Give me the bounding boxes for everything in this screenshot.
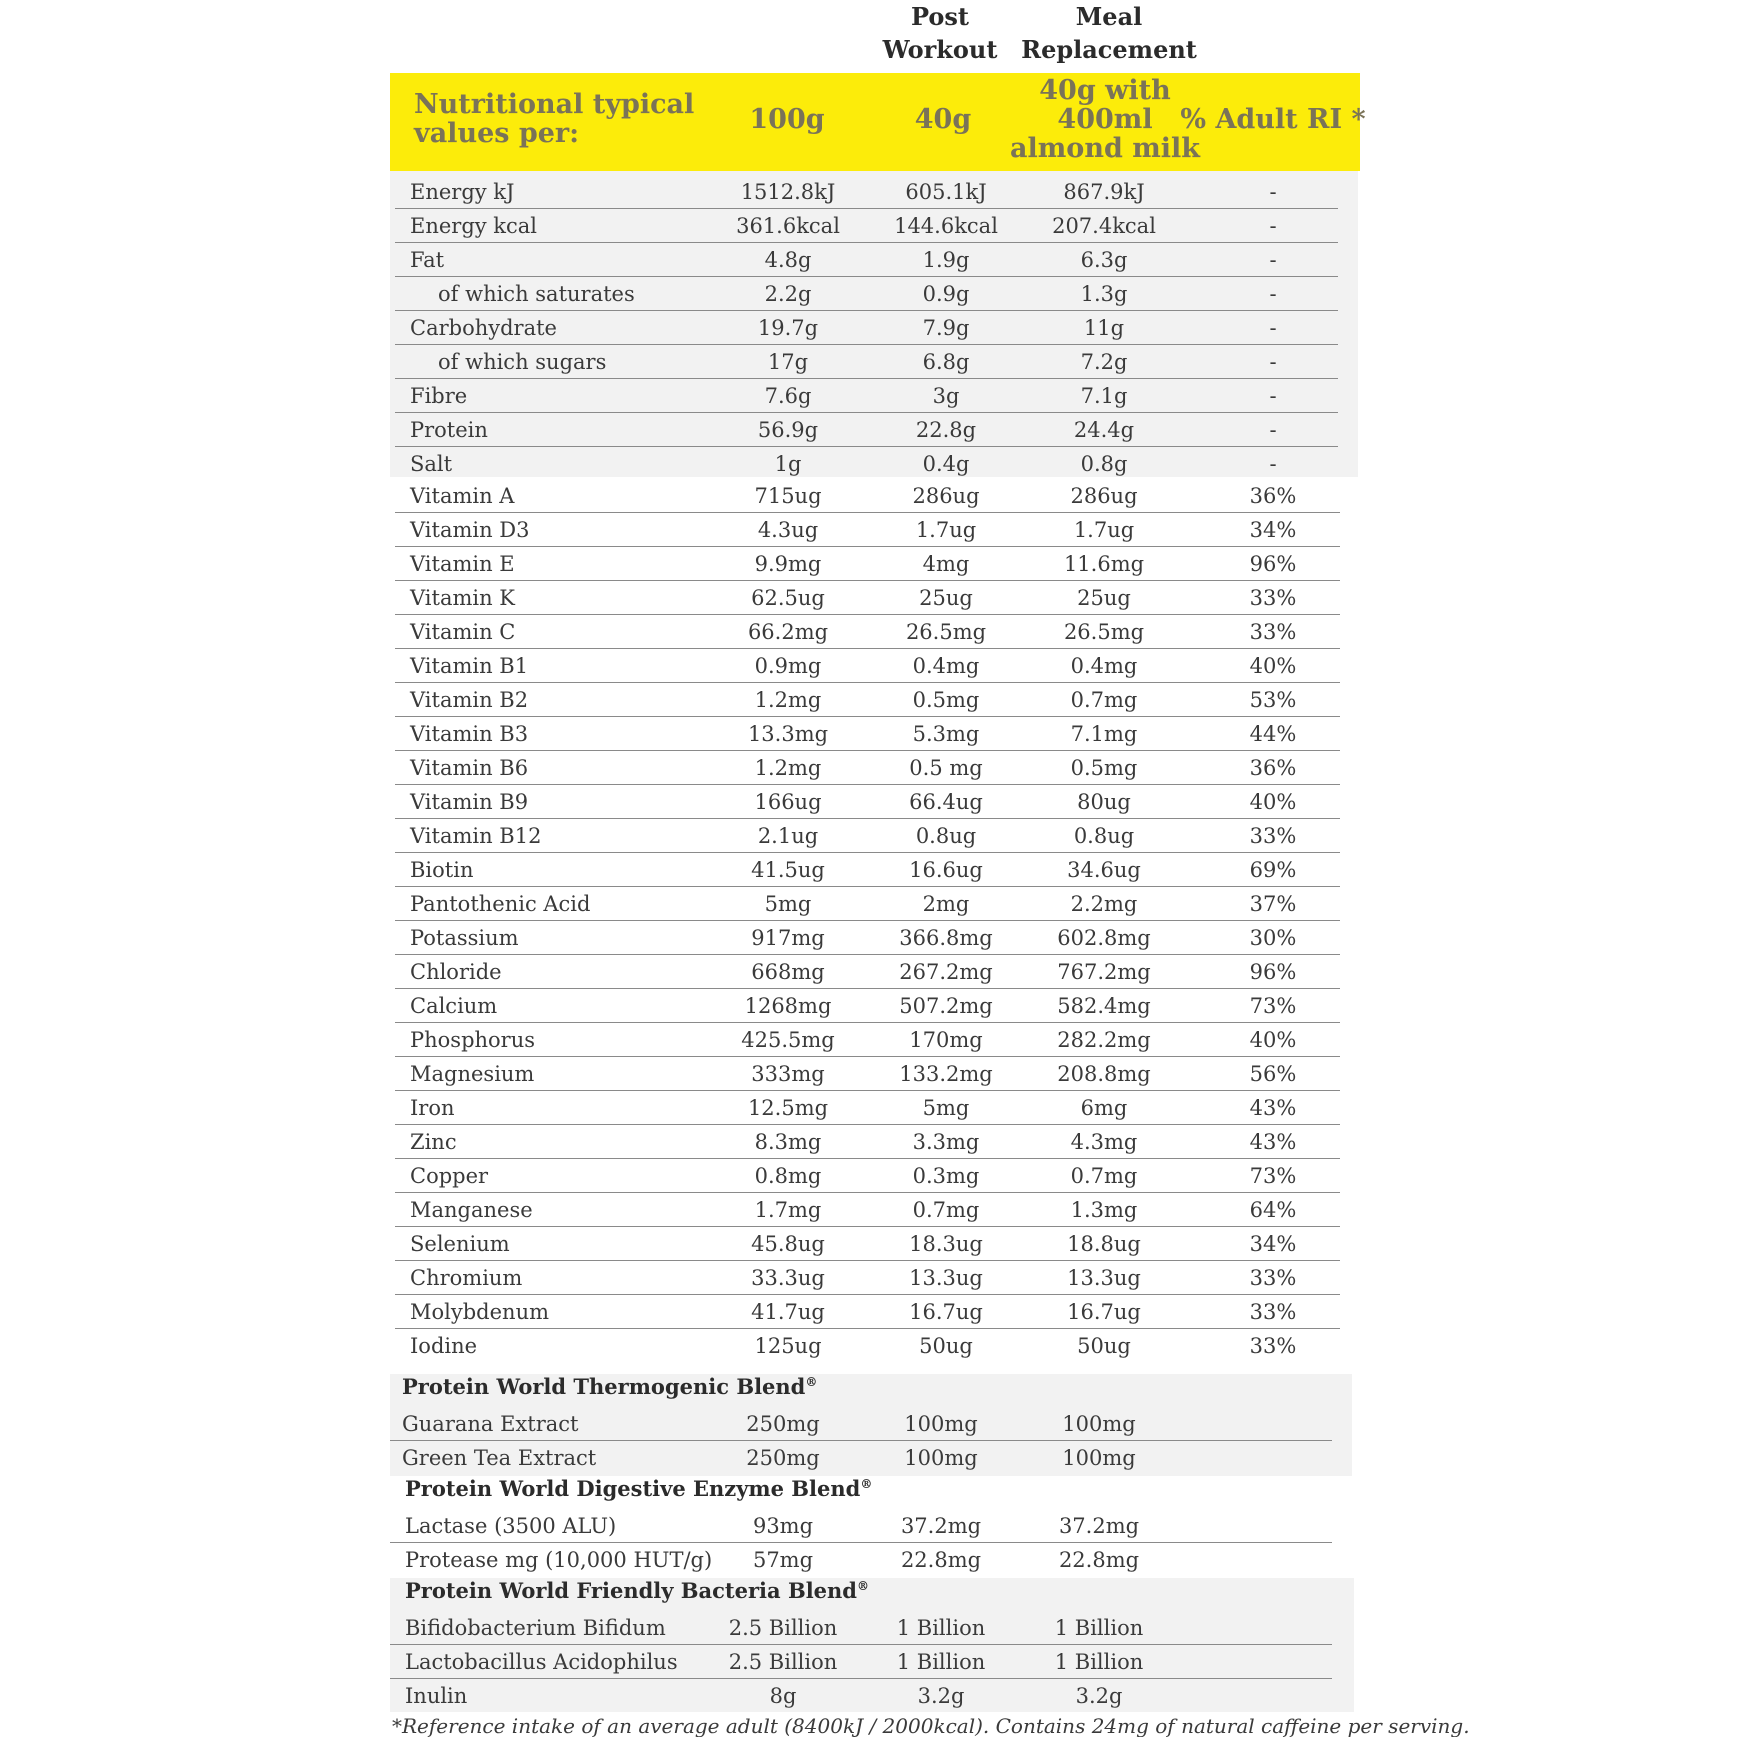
value-with-milk: 37.2mg xyxy=(1058,1514,1140,1538)
value-adult-ri: 37% xyxy=(1249,892,1297,916)
value-adult-ri: - xyxy=(1269,180,1277,204)
table-row xyxy=(0,989,1737,1023)
table-row xyxy=(0,243,1737,277)
value-40g: 5.3mg xyxy=(912,722,980,746)
value-with-milk: 11.6mg xyxy=(1063,552,1145,576)
row-label: of which saturates xyxy=(438,282,635,306)
value-40g: 22.8g xyxy=(915,418,977,442)
blend-title-text: Protein World Digestive Enzyme Blend xyxy=(405,1476,861,1501)
table-row xyxy=(0,175,1737,209)
value-100g: 8g xyxy=(769,1684,797,1708)
value-40g: 144.6kcal xyxy=(894,214,998,238)
table-row xyxy=(0,513,1737,547)
header-label: Nutritional typical values per: xyxy=(414,89,695,149)
value-adult-ri: 40% xyxy=(1249,1028,1297,1052)
table-row xyxy=(0,1261,1737,1295)
table-row xyxy=(0,1295,1737,1329)
value-40g: 16.6ug xyxy=(909,858,983,882)
value-100g: 7.6g xyxy=(764,384,812,408)
value-with-milk: 207.4kcal xyxy=(1052,214,1156,238)
value-adult-ri: 44% xyxy=(1249,722,1297,746)
value-40g: 3.2g xyxy=(917,1684,965,1708)
value-40g: 5mg xyxy=(922,1096,970,1120)
value-40g: 0.8ug xyxy=(915,824,977,848)
value-with-milk: 80ug xyxy=(1077,790,1131,814)
table-row xyxy=(0,379,1737,413)
value-100g: 56.9g xyxy=(757,418,819,442)
value-with-milk: 1.3mg xyxy=(1070,1198,1138,1222)
value-100g: 0.8mg xyxy=(754,1164,822,1188)
table-row xyxy=(0,345,1737,379)
value-40g: 7.9g xyxy=(922,316,970,340)
row-label: Lactobacillus Acidophilus xyxy=(405,1650,678,1674)
value-adult-ri: 73% xyxy=(1249,1164,1297,1188)
value-40g: 0.5 mg xyxy=(909,756,983,780)
value-100g: 125ug xyxy=(754,1334,822,1358)
table-row xyxy=(0,853,1737,887)
value-40g: 0.7mg xyxy=(912,1198,980,1222)
value-100g: 66.2mg xyxy=(747,620,829,644)
value-40g: 267.2mg xyxy=(899,960,993,984)
table-row xyxy=(0,311,1737,345)
row-label: Chromium xyxy=(410,1266,523,1290)
table-row xyxy=(0,479,1737,513)
value-with-milk: 25ug xyxy=(1077,586,1131,610)
row-label: Energy kJ xyxy=(410,180,515,204)
post-workout-heading: Post Workout xyxy=(882,2,998,64)
value-with-milk: 26.5mg xyxy=(1063,620,1145,644)
value-with-milk: 1 Billion xyxy=(1054,1616,1144,1640)
row-label: Fat xyxy=(410,248,445,272)
value-100g: 19.7g xyxy=(757,316,819,340)
table-row xyxy=(0,209,1737,243)
value-adult-ri: - xyxy=(1269,384,1277,408)
value-with-milk: 1 Billion xyxy=(1054,1650,1144,1674)
value-with-milk: 16.7ug xyxy=(1067,1300,1141,1324)
value-with-milk: 602.8mg xyxy=(1057,926,1151,950)
row-label: Selenium xyxy=(410,1232,510,1256)
table-row xyxy=(0,1193,1737,1227)
value-100g: 1.2mg xyxy=(754,756,822,780)
row-label: Vitamin E xyxy=(410,552,515,576)
value-with-milk: 7.2g xyxy=(1080,350,1128,374)
value-adult-ri: 34% xyxy=(1249,1232,1297,1256)
value-adult-ri: - xyxy=(1269,418,1277,442)
row-label: Phosphorus xyxy=(410,1028,536,1052)
table-row xyxy=(0,1679,1737,1713)
row-label: Calcium xyxy=(410,994,498,1018)
value-with-milk: 582.4mg xyxy=(1057,994,1151,1018)
value-with-milk: 0.8ug xyxy=(1073,824,1135,848)
value-adult-ri: 73% xyxy=(1249,994,1297,1018)
value-40g: 100mg xyxy=(904,1446,978,1470)
table-row xyxy=(0,547,1737,581)
value-100g: 2.1ug xyxy=(757,824,819,848)
blend-title-text: Protein World Thermogenic Blend xyxy=(402,1374,806,1399)
value-with-milk: 6mg xyxy=(1080,1096,1128,1120)
value-40g: 2mg xyxy=(922,892,970,916)
value-100g: 917mg xyxy=(751,926,825,950)
value-40g: 0.4mg xyxy=(912,654,980,678)
value-40g: 1 Billion xyxy=(896,1650,986,1674)
value-40g: 1 Billion xyxy=(896,1616,986,1640)
value-40g: 13.3ug xyxy=(909,1266,983,1290)
value-100g: 5mg xyxy=(764,892,812,916)
row-label: Vitamin B1 xyxy=(410,654,529,678)
row-label: Inulin xyxy=(405,1684,468,1708)
value-with-milk: 3.2g xyxy=(1075,1684,1123,1708)
table-row xyxy=(0,615,1737,649)
table-row xyxy=(0,683,1737,717)
row-label: Bifidobacterium Bifidum xyxy=(405,1616,666,1640)
value-100g: 33.3ug xyxy=(751,1266,825,1290)
value-40g: 133.2mg xyxy=(899,1062,993,1086)
row-label: Zinc xyxy=(410,1130,457,1154)
row-label: Vitamin C xyxy=(410,620,516,644)
value-40g: 100mg xyxy=(904,1412,978,1436)
row-label: Biotin xyxy=(410,858,474,882)
table-row xyxy=(0,277,1737,311)
value-adult-ri: 36% xyxy=(1249,756,1297,780)
value-100g: 1g xyxy=(774,452,802,476)
value-40g: 18.3ug xyxy=(909,1232,983,1256)
value-with-milk: 1.3g xyxy=(1080,282,1128,306)
table-row xyxy=(0,1227,1737,1261)
value-with-milk: 18.8ug xyxy=(1067,1232,1141,1256)
value-40g: 4mg xyxy=(922,552,970,576)
value-adult-ri: 96% xyxy=(1249,552,1297,576)
value-40g: 286ug xyxy=(912,484,980,508)
row-label: Vitamin B9 xyxy=(410,790,529,814)
value-adult-ri: 33% xyxy=(1249,620,1297,644)
value-adult-ri: - xyxy=(1269,452,1277,476)
value-with-milk: 100mg xyxy=(1062,1412,1136,1436)
value-100g: 1.2mg xyxy=(754,688,822,712)
row-label: Vitamin A xyxy=(410,484,515,508)
value-adult-ri: - xyxy=(1269,282,1277,306)
row-label: Vitamin B3 xyxy=(410,722,529,746)
row-label: Lactase (3500 ALU) xyxy=(405,1514,617,1538)
row-label: Pantothenic Acid xyxy=(410,892,591,916)
value-adult-ri: 40% xyxy=(1249,790,1297,814)
value-40g: 66.4ug xyxy=(909,790,983,814)
value-adult-ri: 96% xyxy=(1249,960,1297,984)
value-adult-ri: - xyxy=(1269,316,1277,340)
table-header xyxy=(390,73,1366,171)
row-label: Guarana Extract xyxy=(402,1412,579,1436)
value-100g: 668mg xyxy=(751,960,825,984)
value-adult-ri: 34% xyxy=(1249,518,1297,542)
table-row xyxy=(0,581,1737,615)
value-with-milk: 0.8g xyxy=(1080,452,1128,476)
value-100g: 250mg xyxy=(746,1412,820,1436)
value-with-milk: 13.3ug xyxy=(1067,1266,1141,1290)
row-label: Energy kcal xyxy=(410,214,538,238)
table-row xyxy=(0,1645,1737,1679)
row-label: Vitamin B6 xyxy=(410,756,529,780)
value-with-milk: 7.1mg xyxy=(1070,722,1138,746)
row-label: Salt xyxy=(410,452,453,476)
value-40g: 507.2mg xyxy=(899,994,993,1018)
value-100g: 57mg xyxy=(752,1548,814,1572)
value-40g: 26.5mg xyxy=(905,620,987,644)
header-adult-ri: % Adult RI * xyxy=(1180,104,1366,135)
value-100g: 0.9mg xyxy=(754,654,822,678)
value-with-milk: 1.7ug xyxy=(1073,518,1135,542)
table-row xyxy=(0,1057,1737,1091)
value-adult-ri: 33% xyxy=(1249,1334,1297,1358)
registered-mark: ® xyxy=(856,1579,869,1593)
row-label: Vitamin D3 xyxy=(410,518,530,542)
value-40g: 3g xyxy=(932,384,960,408)
row-label: Green Tea Extract xyxy=(402,1446,597,1470)
value-100g: 41.5ug xyxy=(751,858,825,882)
table-row xyxy=(0,413,1737,447)
row-label: Fibre xyxy=(410,384,468,408)
table-row xyxy=(0,887,1737,921)
value-100g: 250mg xyxy=(746,1446,820,1470)
table-row xyxy=(0,649,1737,683)
row-label: Iodine xyxy=(410,1334,478,1358)
footnote: *Reference intake of an average adult (8400kJ / 2000kcal). Contains 24mg of natural caffeine per serving. xyxy=(392,1714,1470,1737)
row-label: of which sugars xyxy=(438,350,607,374)
value-100g: 12.5mg xyxy=(747,1096,829,1120)
table-row xyxy=(0,921,1737,955)
row-label: Molybdenum xyxy=(410,1300,550,1324)
row-label: Carbohydrate xyxy=(410,316,557,340)
header-100g: 100g xyxy=(749,104,825,135)
value-with-milk: 2.2mg xyxy=(1070,892,1138,916)
value-40g: 0.9g xyxy=(922,282,970,306)
value-with-milk: 7.1g xyxy=(1080,384,1128,408)
value-with-milk: 4.3mg xyxy=(1070,1130,1138,1154)
value-adult-ri: - xyxy=(1269,350,1277,374)
value-40g: 1.7ug xyxy=(915,518,977,542)
table-row xyxy=(0,819,1737,853)
row-label: Vitamin B12 xyxy=(410,824,542,848)
value-adult-ri: 43% xyxy=(1249,1096,1297,1120)
value-100g: 715ug xyxy=(754,484,822,508)
value-40g: 605.1kJ xyxy=(905,180,987,204)
table-row xyxy=(0,447,1737,481)
registered-mark: ® xyxy=(805,1375,818,1389)
table-row xyxy=(0,751,1737,785)
row-label: Protein xyxy=(410,418,488,442)
value-40g: 0.3mg xyxy=(912,1164,980,1188)
value-100g: 1512.8kJ xyxy=(740,180,836,204)
value-100g: 361.6kcal xyxy=(736,214,840,238)
value-40g: 0.5mg xyxy=(912,688,980,712)
value-100g: 2.2g xyxy=(764,282,812,306)
value-adult-ri: 33% xyxy=(1249,1266,1297,1290)
value-100g: 41.7ug xyxy=(751,1300,825,1324)
blend-title-text: Protein World Friendly Bacteria Blend xyxy=(405,1578,857,1603)
value-adult-ri: - xyxy=(1269,248,1277,272)
value-40g: 16.7ug xyxy=(909,1300,983,1324)
table-row xyxy=(0,1543,1737,1577)
value-with-milk: 0.5mg xyxy=(1070,756,1138,780)
value-100g: 333mg xyxy=(751,1062,825,1086)
value-with-milk: 100mg xyxy=(1062,1446,1136,1470)
table-row xyxy=(0,785,1737,819)
value-100g: 62.5ug xyxy=(751,586,825,610)
table-row xyxy=(0,1023,1737,1057)
registered-mark: ® xyxy=(860,1477,873,1491)
table-row xyxy=(0,1329,1737,1363)
value-adult-ri: 56% xyxy=(1249,1062,1297,1086)
value-adult-ri: 40% xyxy=(1249,654,1297,678)
blend-title xyxy=(405,1577,869,1605)
value-100g: 1268mg xyxy=(744,994,832,1018)
value-100g: 4.8g xyxy=(764,248,812,272)
value-with-milk: 282.2mg xyxy=(1057,1028,1151,1052)
value-100g: 166ug xyxy=(754,790,822,814)
row-label: Vitamin B2 xyxy=(410,688,529,712)
value-40g: 6.8g xyxy=(922,350,970,374)
blend-title xyxy=(402,1373,817,1401)
value-100g: 2.5 Billion xyxy=(728,1616,838,1640)
row-label: Magnesium xyxy=(410,1062,535,1086)
value-100g: 8.3mg xyxy=(754,1130,822,1154)
value-40g: 170mg xyxy=(909,1028,983,1052)
meal-replacement-heading: Meal Replacement xyxy=(1021,2,1197,64)
value-100g: 13.3mg xyxy=(747,722,829,746)
value-adult-ri: - xyxy=(1269,214,1277,238)
value-with-milk: 208.8mg xyxy=(1057,1062,1151,1086)
value-with-milk: 286ug xyxy=(1070,484,1138,508)
row-label: Protease mg (10,000 HUT/g) xyxy=(405,1548,713,1572)
table-row xyxy=(0,1441,1737,1475)
row-label: Vitamin K xyxy=(410,586,515,610)
value-with-milk: 34.6ug xyxy=(1067,858,1141,882)
value-adult-ri: 69% xyxy=(1249,858,1297,882)
value-adult-ri: 33% xyxy=(1249,1300,1297,1324)
value-40g: 50ug xyxy=(919,1334,973,1358)
row-label: Iron xyxy=(410,1096,455,1120)
table-row xyxy=(0,717,1737,751)
value-100g: 17g xyxy=(767,350,809,374)
row-label: Chloride xyxy=(410,960,502,984)
value-40g: 0.4g xyxy=(922,452,970,476)
value-with-milk: 22.8mg xyxy=(1058,1548,1140,1572)
value-40g: 22.8mg xyxy=(900,1548,982,1572)
value-100g: 4.3ug xyxy=(757,518,819,542)
value-100g: 2.5 Billion xyxy=(728,1650,838,1674)
value-adult-ri: 64% xyxy=(1249,1198,1297,1222)
table-row xyxy=(0,955,1737,989)
value-with-milk: 767.2mg xyxy=(1057,960,1151,984)
value-with-milk: 0.7mg xyxy=(1070,1164,1138,1188)
value-adult-ri: 33% xyxy=(1249,824,1297,848)
value-100g: 9.9mg xyxy=(754,552,822,576)
value-with-milk: 11g xyxy=(1083,316,1125,340)
value-with-milk: 50ug xyxy=(1077,1334,1131,1358)
value-with-milk: 24.4g xyxy=(1073,418,1135,442)
value-adult-ri: 43% xyxy=(1249,1130,1297,1154)
value-with-milk: 867.9kJ xyxy=(1063,180,1145,204)
table-row xyxy=(0,1125,1737,1159)
header-40g: 40g xyxy=(914,104,972,135)
header-with-milk: 40g with 400ml almond milk xyxy=(1009,75,1201,164)
value-100g: 1.7mg xyxy=(754,1198,822,1222)
blend-title xyxy=(405,1475,872,1503)
value-adult-ri: 36% xyxy=(1249,484,1297,508)
value-adult-ri: 30% xyxy=(1249,926,1297,950)
value-40g: 37.2mg xyxy=(900,1514,982,1538)
value-40g: 25ug xyxy=(919,586,973,610)
table-row xyxy=(0,1407,1737,1441)
value-100g: 45.8ug xyxy=(751,1232,825,1256)
value-with-milk: 6.3g xyxy=(1080,248,1128,272)
table-row xyxy=(0,1091,1737,1125)
value-100g: 425.5mg xyxy=(741,1028,835,1052)
table-row xyxy=(0,1509,1737,1543)
value-40g: 1.9g xyxy=(922,248,970,272)
table-row xyxy=(0,1611,1737,1645)
value-40g: 366.8mg xyxy=(899,926,993,950)
row-label: Potassium xyxy=(410,926,519,950)
value-adult-ri: 53% xyxy=(1249,688,1297,712)
value-with-milk: 0.7mg xyxy=(1070,688,1138,712)
row-label: Manganese xyxy=(410,1198,533,1222)
row-label: Copper xyxy=(410,1164,489,1188)
value-adult-ri: 33% xyxy=(1249,586,1297,610)
table-row xyxy=(0,1159,1737,1193)
value-with-milk: 0.4mg xyxy=(1070,654,1138,678)
value-100g: 93mg xyxy=(752,1514,814,1538)
value-40g: 3.3mg xyxy=(912,1130,980,1154)
